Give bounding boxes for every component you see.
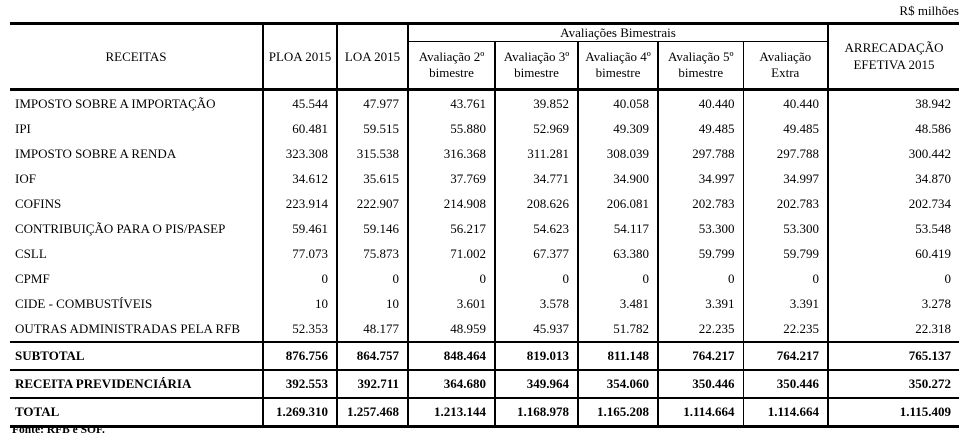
column-header-avaliacao-extra xyxy=(743,42,828,90)
table-row-total xyxy=(10,398,959,427)
column-header-ploa-2015: PLOA 2015 xyxy=(263,24,337,90)
cell-value: 49.485 xyxy=(658,116,743,141)
cell-value: 1.114.664 xyxy=(743,398,828,427)
cell-value: 392.553 xyxy=(263,370,337,398)
cell-value: 52.353 xyxy=(263,316,337,342)
cell-value: 1.168.978 xyxy=(495,398,578,427)
cell-value: 3.601 xyxy=(408,291,495,316)
subcol-line2: bimestre xyxy=(514,65,559,80)
cell-value: 51.782 xyxy=(578,316,658,342)
cell-value: 0 xyxy=(658,266,743,291)
table-row-cpmf xyxy=(10,266,959,291)
cell-value: 39.852 xyxy=(495,90,578,117)
cell-value: 60.481 xyxy=(263,116,337,141)
table-row-iof xyxy=(10,166,959,191)
cell-value: 10 xyxy=(337,291,408,316)
cell-value: 53.548 xyxy=(828,216,959,241)
cell-value: 54.623 xyxy=(495,216,578,241)
cell-value: 48.586 xyxy=(828,116,959,141)
cell-value: 3.578 xyxy=(495,291,578,316)
cell-value: 3.391 xyxy=(743,291,828,316)
row-label: TOTAL xyxy=(10,398,263,427)
table-row-ipi xyxy=(10,116,959,141)
cell-value: 59.461 xyxy=(263,216,337,241)
cell-value: 350.446 xyxy=(743,370,828,398)
cell-value: 202.734 xyxy=(828,191,959,216)
table-row-csll xyxy=(10,241,959,266)
cell-value: 0 xyxy=(495,266,578,291)
cell-value: 297.788 xyxy=(658,141,743,166)
header-row-group xyxy=(10,24,959,42)
cell-value: 34.997 xyxy=(658,166,743,191)
cell-value: 45.937 xyxy=(495,316,578,342)
cell-value: 297.788 xyxy=(743,141,828,166)
cell-value: 354.060 xyxy=(578,370,658,398)
cell-value: 75.873 xyxy=(337,241,408,266)
cell-value: 202.783 xyxy=(658,191,743,216)
cell-value: 59.799 xyxy=(743,241,828,266)
cell-value: 77.073 xyxy=(263,241,337,266)
row-label: CPMF xyxy=(15,270,50,286)
cell-value: 0 xyxy=(263,266,337,291)
column-group-avaliacoes-bimestrais: Avaliações Bimestrais xyxy=(408,24,828,42)
table-row-receita-previdenciaria xyxy=(10,370,959,398)
cell-value: 35.615 xyxy=(337,166,408,191)
row-label: IOF xyxy=(15,170,36,186)
cell-value: 0 xyxy=(828,266,959,291)
cell-value: 1.257.468 xyxy=(337,398,408,427)
cell-value: 67.377 xyxy=(495,241,578,266)
row-label: CIDE - COMBUSTÍVEIS xyxy=(15,295,153,311)
cell-value: 3.278 xyxy=(828,291,959,316)
cell-value: 0 xyxy=(743,266,828,291)
cell-value: 59.146 xyxy=(337,216,408,241)
table-row-cofins xyxy=(10,191,959,216)
column-header-avaliacao-4-bimestre xyxy=(578,42,658,90)
cell-value: 54.117 xyxy=(578,216,658,241)
subcol-line1: Avaliação 2º xyxy=(418,48,485,64)
cell-value: 22.235 xyxy=(743,316,828,342)
cell-value: 208.626 xyxy=(495,191,578,216)
cell-value: 60.419 xyxy=(828,241,959,266)
cell-value: 223.914 xyxy=(263,191,337,216)
cell-value: 38.942 xyxy=(828,90,959,117)
table-row-pis-pasep xyxy=(10,216,959,241)
row-label: OUTRAS ADMINISTRADAS PELA RFB xyxy=(15,320,241,336)
cell-value: 56.217 xyxy=(408,216,495,241)
cell-value: 34.900 xyxy=(578,166,658,191)
cell-value: 1.269.310 xyxy=(263,398,337,427)
cell-value: 214.908 xyxy=(408,191,495,216)
row-label: IMPOSTO SOBRE A RENDA xyxy=(15,145,177,161)
cell-value: 55.880 xyxy=(408,116,495,141)
column-header-arrecadacao-line1: ARRECADAÇÃO xyxy=(844,40,944,56)
cell-value: 864.757 xyxy=(337,342,408,370)
cell-value: 22.235 xyxy=(658,316,743,342)
column-header-avaliacao-3-bimestre xyxy=(495,42,578,90)
table-row-outras-rfb xyxy=(10,316,959,342)
cell-value: 40.058 xyxy=(578,90,658,117)
cell-value: 10 xyxy=(263,291,337,316)
cell-value: 37.769 xyxy=(408,166,495,191)
cell-value: 392.711 xyxy=(337,370,408,398)
row-label: CSLL xyxy=(15,245,47,261)
cell-value: 0 xyxy=(337,266,408,291)
cell-value: 40.440 xyxy=(743,90,828,117)
column-header-arrecadacao-line2: EFETIVA 2015 xyxy=(853,56,935,72)
cell-value: 48.177 xyxy=(337,316,408,342)
cell-value: 34.997 xyxy=(743,166,828,191)
cell-value: 1.114.664 xyxy=(658,398,743,427)
cell-value: 764.217 xyxy=(658,342,743,370)
cell-value: 52.969 xyxy=(495,116,578,141)
cell-value: 819.013 xyxy=(495,342,578,370)
cell-value: 222.907 xyxy=(337,191,408,216)
cell-value: 311.281 xyxy=(495,141,578,166)
subcol-line1: Avaliação 4º xyxy=(585,48,651,64)
row-label: RECEITA PREVIDENCIÁRIA xyxy=(10,370,263,398)
cell-value: 53.300 xyxy=(743,216,828,241)
cell-value: 47.977 xyxy=(337,90,408,117)
currency-unit-note: R$ milhões xyxy=(899,3,959,18)
cell-value: 765.137 xyxy=(828,342,959,370)
row-label: IPI xyxy=(15,120,31,136)
cell-value: 0 xyxy=(408,266,495,291)
cell-value: 1.213.144 xyxy=(408,398,495,427)
cell-value: 1.115.409 xyxy=(828,398,959,427)
subcol-line1: Avaliação 5º xyxy=(667,48,734,64)
cell-value: 350.272 xyxy=(828,370,959,398)
cell-value: 316.368 xyxy=(408,141,495,166)
cell-value: 206.081 xyxy=(578,191,658,216)
source-note: Fonte: RFB e SOF. xyxy=(12,424,105,436)
cell-value: 1.165.208 xyxy=(578,398,658,427)
table-row-imposto-renda xyxy=(10,141,959,166)
cell-value: 22.318 xyxy=(828,316,959,342)
row-label: CONTRIBUIÇÃO PARA O PIS/PASEP xyxy=(15,220,226,236)
column-header-receitas: RECEITAS xyxy=(10,24,263,90)
cell-value: 764.217 xyxy=(743,342,828,370)
cell-value: 71.002 xyxy=(408,241,495,266)
subcol-line2: bimestre xyxy=(595,65,641,80)
cell-value: 3.391 xyxy=(658,291,743,316)
subcol-line2: Extra xyxy=(771,65,800,80)
row-label: SUBTOTAL xyxy=(10,342,263,370)
cell-value: 364.680 xyxy=(408,370,495,398)
cell-value: 300.442 xyxy=(828,141,959,166)
cell-value: 323.308 xyxy=(263,141,337,166)
subcol-line1: Avaliação 3º xyxy=(503,48,570,64)
cell-value: 59.799 xyxy=(658,241,743,266)
cell-value: 48.959 xyxy=(408,316,495,342)
table-row-imposto-importacao xyxy=(10,90,959,117)
cell-value: 349.964 xyxy=(495,370,578,398)
row-label: IMPOSTO SOBRE A IMPORTAÇÃO xyxy=(15,95,216,111)
cell-value: 876.756 xyxy=(263,342,337,370)
cell-value: 53.300 xyxy=(658,216,743,241)
subcol-line1: Avaliação xyxy=(759,48,812,64)
cell-value: 45.544 xyxy=(263,90,337,117)
revenue-table xyxy=(10,22,959,428)
cell-value: 315.538 xyxy=(337,141,408,166)
cell-value: 59.515 xyxy=(337,116,408,141)
cell-value: 40.440 xyxy=(658,90,743,117)
cell-value: 43.761 xyxy=(408,90,495,117)
column-header-loa-2015: LOA 2015 xyxy=(337,24,408,90)
subcol-line2: bimestre xyxy=(678,65,724,80)
column-header-avaliacao-2-bimestre xyxy=(408,42,495,90)
cell-value: 3.481 xyxy=(578,291,658,316)
cell-value: 49.309 xyxy=(578,116,658,141)
cell-value: 34.771 xyxy=(495,166,578,191)
cell-value: 0 xyxy=(578,266,658,291)
cell-value: 202.783 xyxy=(743,191,828,216)
cell-value: 848.464 xyxy=(408,342,495,370)
column-header-avaliacao-5-bimestre xyxy=(658,42,743,90)
table-row-cide-combustiveis xyxy=(10,291,959,316)
cell-value: 34.870 xyxy=(828,166,959,191)
row-label: COFINS xyxy=(15,195,62,211)
cell-value: 308.039 xyxy=(578,141,658,166)
cell-value: 34.612 xyxy=(263,166,337,191)
subcol-line2: bimestre xyxy=(429,65,474,80)
cell-value: 350.446 xyxy=(658,370,743,398)
cell-value: 49.485 xyxy=(743,116,828,141)
column-header-arrecadacao-efetiva xyxy=(828,24,959,90)
cell-value: 811.148 xyxy=(578,342,658,370)
table-row-subtotal xyxy=(10,342,959,370)
cell-value: 63.380 xyxy=(578,241,658,266)
